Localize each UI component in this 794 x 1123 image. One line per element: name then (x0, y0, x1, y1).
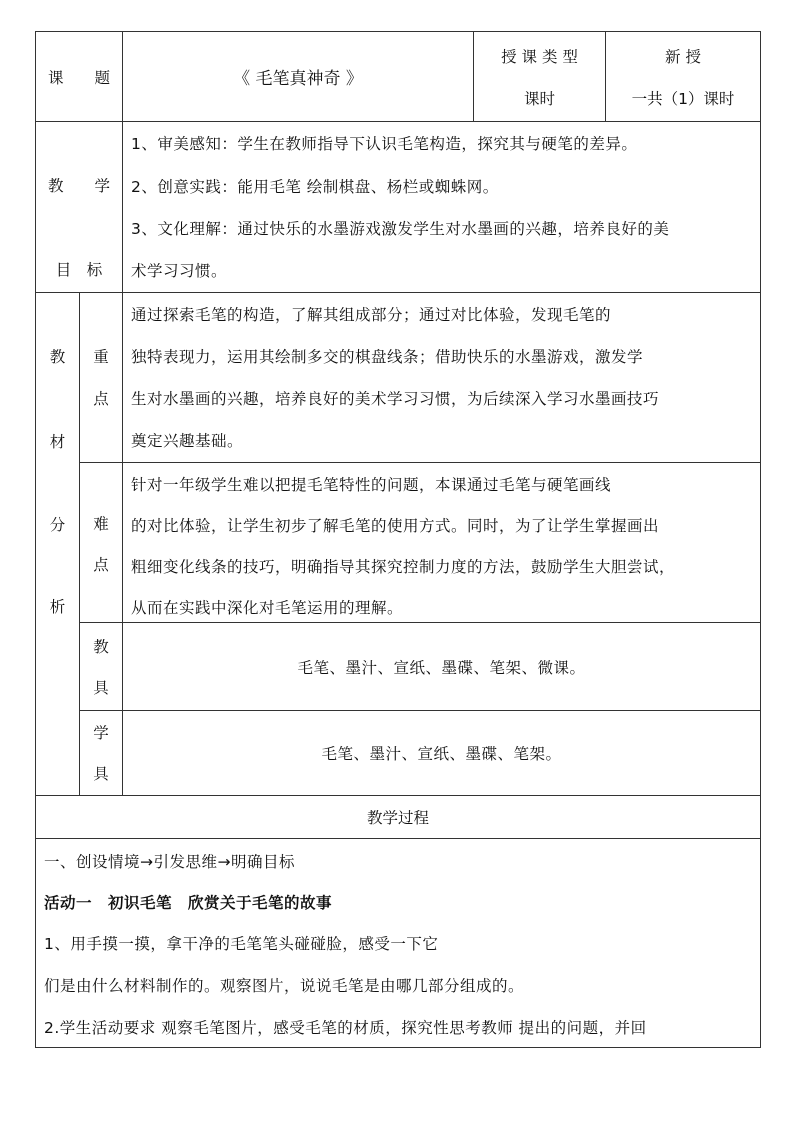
objectives-label-bottom: 目 标 (55, 261, 103, 279)
type-value: 新 授 (665, 48, 701, 66)
difficulties-line: 粗细变化线条的技巧，明确指导其探究控制力度的方法，鼓励学生大胆尝试， (131, 558, 676, 576)
process-line: 1、用手摸一摸，拿干净的毛笔笔头碰碰脸，感受一下它 (44, 935, 439, 953)
objective-item: 2、创意实践：能用毛笔 绘制棋盘、杨栏或蜘蛛网。 (131, 178, 499, 196)
student-tools-label-char: 具 (93, 765, 109, 783)
difficulties-line: 从而在实践中深化对毛笔运用的理解。 (131, 599, 404, 617)
objectives-label (36, 122, 122, 292)
key-points-label-char: 重 (93, 348, 109, 366)
process-line: 一、创设情境→引发思维→明确目标 (44, 853, 295, 871)
student-tools-label (80, 711, 122, 795)
analysis-label-char: 分 (49, 516, 66, 534)
objective-item: 1、审美感知：学生在教师指导下认识毛笔构造，探究其与硬笔的差异。 (131, 135, 638, 153)
process-line: 2.学生活动要求 观察毛笔图片，感受毛笔的材质，探究性思考教师 提出的问题，并回 (44, 1019, 647, 1037)
process-line: 们是由什么材料制作的。观察图片，说说毛笔是由哪几部分组成的。 (44, 977, 525, 995)
student-tools-label-char: 学 (93, 724, 109, 742)
type-value-cell (606, 32, 760, 121)
teaching-tools-content (123, 623, 760, 710)
key-points-line: 独特表现力，运用其绘制多交的棋盘线条；借助快乐的水墨游戏，激发学 (131, 348, 644, 366)
type-label: 授 课 类 型 (501, 48, 578, 66)
topic-label (36, 32, 122, 121)
key-points-line: 通过探索毛笔的构造，了解其组成部分；通过对比体验，发现毛笔的 (131, 306, 612, 324)
key-points-content (123, 293, 760, 462)
difficulties-content (123, 463, 760, 622)
objectives-label-top: 教 学 (47, 177, 110, 195)
objective-item: 3、文化理解：通过快乐的水墨游戏激发学生对水墨画的兴趣，培养良好的美 (131, 220, 670, 238)
difficulties-line: 针对一年级学生难以把提毛笔特性的问题，本课通过毛笔与硬笔画线 (131, 476, 612, 494)
process-heading-text: 教学过程 (366, 809, 429, 827)
table-border-bottom (35, 1047, 761, 1048)
student-tools-content (123, 711, 760, 795)
teaching-tools-label-char: 教 (93, 638, 109, 656)
teaching-tools-value: 毛笔、墨汁、宣纸、墨碟、笔架、微课。 (297, 658, 586, 677)
table-border-right (760, 31, 761, 1048)
key-points-line: 生对水墨画的兴趣，培养良好的美术学习习惯，为后续深入学习水墨画技巧 (131, 390, 660, 408)
analysis-label-char: 教 (49, 348, 66, 366)
lesson-title (123, 32, 473, 121)
difficulties-label-char: 难 (93, 515, 109, 533)
analysis-label (36, 293, 79, 795)
lesson-title-text: 《 毛笔真神奇 》 (233, 69, 363, 89)
difficulties-label (80, 463, 122, 622)
objectives-content (123, 122, 760, 292)
key-points-label (80, 293, 122, 462)
hours-label: 课时 (523, 90, 555, 108)
type-cell (474, 32, 605, 121)
hours-value: 一共（1）课时 (631, 90, 735, 108)
process-heading (36, 796, 760, 838)
teaching-tools-label-char: 具 (93, 679, 109, 697)
teaching-tools-label (80, 623, 122, 710)
key-points-line: 奠定兴趣基础。 (131, 432, 244, 450)
process-activity-title: 活动一 初识毛笔 欣赏关于毛笔的故事 (44, 894, 333, 912)
process-content (36, 839, 760, 1047)
analysis-label-char: 材 (49, 433, 66, 451)
topic-label-text: 课 题 (47, 68, 110, 87)
difficulties-line: 的对比体验，让学生初步了解毛笔的使用方式。同时，为了让学生掌握画出 (131, 517, 660, 535)
objective-item: 术学习习惯。 (131, 262, 228, 280)
key-points-label-char: 点 (93, 390, 109, 408)
difficulties-label-char: 点 (93, 556, 109, 574)
student-tools-value: 毛笔、墨汁、宣纸、墨碟、笔架。 (321, 745, 562, 763)
analysis-label-char: 析 (49, 598, 66, 616)
